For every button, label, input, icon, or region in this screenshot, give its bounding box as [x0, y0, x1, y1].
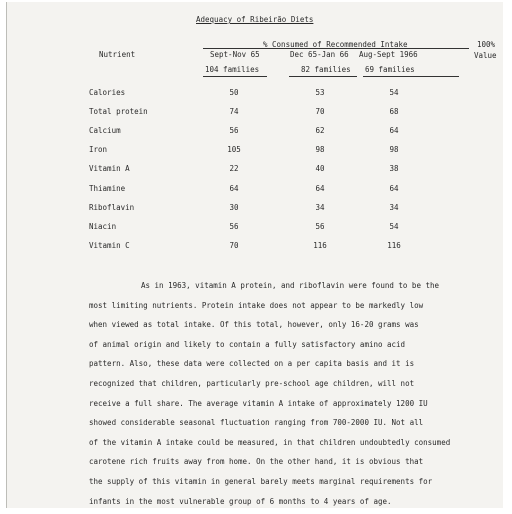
column-period: Sept-Nov 65	[210, 50, 260, 59]
column-rule	[203, 76, 267, 77]
value-cell: 54	[389, 222, 399, 231]
table-row	[7, 241, 503, 251]
table-row	[7, 107, 503, 117]
paragraph-line: showed considerable seasonal fluctuation ranging from 700-2000 IU. Not all	[89, 418, 424, 428]
value-cell: 74	[229, 107, 239, 116]
column-period: Dec 65-Jan 66	[290, 50, 349, 59]
value-cell: 56	[229, 222, 239, 231]
paragraph-line: infants in the most vulnerable group of 6 months to 4 years of age.	[89, 496, 392, 506]
value-cell: 56	[229, 126, 239, 135]
value-cell: 64	[315, 184, 325, 193]
nutrient-name: Iron	[89, 145, 108, 154]
nutrient-header: Nutrient	[99, 50, 136, 59]
column-families: 104 families	[205, 65, 260, 74]
nutrient-name: Vitamin C	[89, 241, 130, 250]
paragraph-line: As in 1963, vitamin A protein, and riboflavin were found to be the	[141, 281, 440, 290]
value-cell: 64	[389, 126, 399, 135]
column-families: 82 families	[301, 65, 351, 74]
group-header: % Consumed of Recommended Intake	[263, 40, 408, 49]
column-families: 69 families	[365, 65, 415, 74]
nutrient-name: Calcium	[89, 126, 121, 135]
value-cell: 116	[313, 241, 327, 250]
value-cell: 68	[389, 107, 399, 116]
table-row	[7, 126, 503, 136]
table-row	[7, 222, 503, 232]
value-cell: 30	[229, 203, 239, 212]
nutrient-name: Vitamin A	[89, 164, 130, 173]
value-cell: 40	[315, 164, 325, 173]
value-cell: 70	[315, 107, 325, 116]
value-cell: 64	[229, 184, 239, 193]
value-cell: 50	[229, 88, 239, 97]
table-row	[7, 184, 503, 194]
value-cell: 64	[389, 184, 399, 193]
nutrient-name: Thiamine	[89, 184, 126, 193]
paragraph-line: of the vitamin A intake could be measured, in that children undoubtedly consumed	[89, 437, 451, 447]
value-cell: 98	[315, 145, 325, 154]
column-rule	[363, 76, 459, 77]
value-cell: 116	[387, 241, 401, 250]
table-row	[7, 145, 503, 155]
value-header-line1: 100%	[477, 40, 496, 49]
nutrient-name: Total protein	[89, 107, 148, 116]
paragraph-line: receive a full share. The average vitamin A intake of approximately 1200 IU	[89, 398, 428, 408]
value-cell: 34	[389, 203, 399, 212]
paragraph-line: of animal origin and likely to contain a fully satisfactory amino acid	[89, 339, 406, 349]
table-row	[7, 203, 503, 213]
paragraph-line: most limiting nutrients. Protein intake does not appear to be markedly low	[89, 300, 424, 310]
value-cell: 53	[315, 88, 325, 97]
paragraph-line: carotene rich fruits away from home. On the other hand, it is obvious that	[89, 457, 424, 467]
value-cell: 54	[389, 88, 399, 97]
paragraph-line: recognized that children, particularly pre-school age children, will not	[89, 378, 415, 388]
value-cell: 98	[389, 145, 399, 154]
document-title: Adequacy of Ribeirão Diets	[196, 15, 314, 24]
document-page	[6, 2, 503, 508]
value-cell: 62	[315, 126, 325, 135]
column-rule	[289, 76, 357, 77]
value-cell: 38	[389, 164, 399, 173]
value-cell: 105	[227, 145, 241, 154]
nutrient-name: Riboflavin	[89, 203, 135, 212]
value-cell: 70	[229, 241, 239, 250]
paragraph-line: when viewed as total intake. Of this total, however, only 16-20 grams was	[89, 320, 419, 330]
group-header-rule	[203, 48, 469, 49]
nutrient-name: Calories	[89, 88, 126, 97]
paragraph-line: the supply of this vitamin in general barely meets marginal requirements for	[89, 476, 433, 486]
value-cell: 34	[315, 203, 325, 212]
value-cell: 22	[229, 164, 239, 173]
nutrient-name: Niacin	[89, 222, 117, 231]
column-period: Aug-Sept 1966	[359, 50, 418, 59]
paragraph-line: pattern. Also, these data were collected on a per capita basis and it is	[89, 359, 415, 369]
value-cell: 56	[315, 222, 325, 231]
table-row	[7, 88, 503, 98]
body-paragraph	[89, 276, 465, 508]
table-row	[7, 164, 503, 174]
value-header-line2: Value	[474, 51, 497, 60]
